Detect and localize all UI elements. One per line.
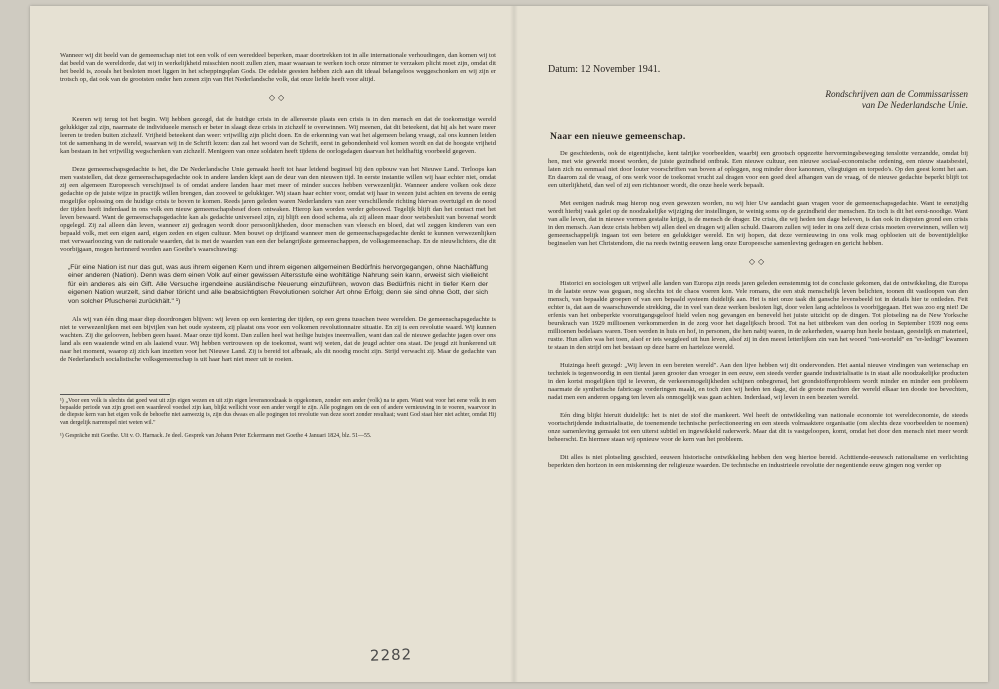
goethe-quote-text: „Für eine Nation ist nur das gut, was aus ihrem eigenen Kern und ihrem eigenen allgemeinen Bedürfnis hervorgegangen, ohne Nachäffung einer anderen (Nation). Denn was dem einen Volk auf einer gewissen Altersstufe eine wohltätige Nahrung sein kann, erweist sich vielleicht für ein anderes als ein Gift. Alle Versuche irgendeine ausländische Neuerung einzuführen, wovon das Bedürfnis nicht in tiefer Kern der eigenen Nation wurzelt, sind daher töricht und alle beabsichtigten Revolutionen solcher Art ohne Erfolg; denn sie sind ohne Gott, der sich von solcher Pfuscherei zurückhält." ¹) bbox=[68, 264, 488, 305]
right-paragraph-2: Met eenigen nadruk mag hierop nog even gewezen worden, nu wij hier Uw aandacht gaan vragen voor de gemeenschapsgedachte. Want te eenzijdig wordt hierbij vaak gelet op de noodzakelijke wijziging der instellingen, te weinig soms op de gezindheid der menschen. En toch is dit het eerst-noodige. Want van alle leven, dat in nieuwe vormen gestalte krijgt, is de mensch de drager. De crisis, die wij heden ten dage beleven, is dan ook in diepsten grond een crisis in den mensch. Aan deze crisis hebben wij allen deel en dragen wij allen schuld. Daarom zullen wij ieder in ons zelf deze crisis moeten overwinnen, willen wij gemeenschappelijk ingaan tot een betere en gelukkiger wereld. En wij hopen, dat deze vernieuwing in ons volk mag opbloeien uit de boventijdelijke beginselen van het Christendom, die na reeds twintig eeuwen lang onze Europeesche samenleving gedragen en gericht hebben. bbox=[548, 200, 968, 247]
document-sheet bbox=[30, 6, 988, 682]
footnotes bbox=[60, 398, 496, 440]
article-title: Naar een nieuwe gemeenschap. bbox=[550, 131, 686, 142]
left-page bbox=[60, 52, 496, 670]
diamond-ornament-icon: ◇◇ bbox=[748, 257, 768, 266]
right-page bbox=[548, 62, 968, 674]
diamond-ornament-icon: ◇◇ bbox=[268, 93, 288, 102]
left-paragraph-1: Wanneer wij dit beeld van de gemeenschap niet tot een volk of een wereddeel beperken, maar doortrekken tot in alle internationale verhoudingen, dan komen wij tot dat beeld van de wereldorde, dat wij in werkelijkheid misschien nooit zullen zien, maar waaraan te werken toch onze nimmer te verzaken plicht moet zijn, omdat dit het beeld is, zooals het besloten moet liggen in het scheppingsplan Gods. De edelste geesten hebben zich aan dit ideaal belangeloos weggeschonken en wij zijn er trotsch op, dat ook van de grootsten onder hen zonen zijn van Het Nederlandsche volk, dat onze liefde heeft voor altijd. bbox=[60, 52, 496, 83]
right-paragraph-4: Huizinga heeft gezegd: „Wij leven in een bereten wereld". Aan den lijve hebben wij dit ondervonden. Het aantal nieuwe vindingen van wetenschap en techniek is tegenwoordig in een tiental jaren grooter dan vroeger in een eeuw, een steeds verder gaande industrialisatie is in staat alle noodzakelijke producten in den kortst mogelijken tijd te leveren, de verkeersmogelijkheden schijnen onbegrensd, het grondstoffenprobleem wordt minder en minder een probleem naarmate de synthetische fabricage vorderingen maakt, en toch zien wij heden ten dage, dat de groote machten der wereld elkaar ten doode toe bevechten, nadat men een anderen opgang ten leven als onmogelijk was gaan achten. Inderdaad, wij leven in een bezeten wereld. bbox=[548, 362, 968, 401]
circular-heading-line-1: Rondschrijven aan de Commissarissen bbox=[825, 89, 968, 99]
handwritten-archive-number: 2282 bbox=[369, 645, 413, 665]
right-paragraph-5: Eén ding blijkt hieruit duidelijk: het is niet de stof die mankeert. Wel heeft de ontwikkeling van nationale economie tot wereldeconomie, de steeds voortschrijdende industrialisatie, de toenemende technische perfectioneering en een steeds volmaaktere organisatie (om slechts deze voorbeelden te noemen) onze samenleving gemaakt tot een uiterst subtiel en ingewikkeld raderwerk. Maar dat dit is vastgeloopen, komt, omdat het door den mensch niet meer wordt beheerscht. En hiermee staan wij opnieuw voor de kern van het probleem. bbox=[548, 412, 968, 443]
page-fold bbox=[510, 6, 518, 682]
left-paragraph-4: Als wij van één ding maar diep doordrongen blijven: wij leven op een kentering der tijden, op een grens tusschen twee werelden. De gemeenschapsgedachte is niet te verwezenlijken met een bijvijlen van het oude systeem, zij plaatst ons voor een volkomen revolutionnaire situatie. En zij is een revolutie waard. Wij kunnen wachten. Zij die gelooven, hebben geen haast. Maar onze tijd komt. Dan zullen heel wat heilige huisjes ineenvallen, want dan zal de nieuwe gedachte jagen over ons land als een waaiende wind en als laaiend vuur. Wij hebben vertrouwen op de toekomst, want wij weten, dat de jeugd achter ons staat. De jeugd zit hunkerend uit naar het moment, waarop zij zich kan inzetten voor het Nieuwe Land. Zij is bereid tot afbraak, als dit noodig mocht zijn. Strijd verwacht zij. Maar de gedachte van de Nederlandsch socialistische volksgemeenschap is uit haar hart niet meer uit te roeien. bbox=[60, 316, 496, 364]
right-paragraph-1: De geschiedenis, ook de eigentijdsche, kent talrijke voorbeelden, waarbij een grootsch opgezette hervormingsbeweging tenslotte verzandde, omdat bij hen, met wie gewerkt moest worden, de juiste gezindheid ontbrak. Een nieuwe cultuur, een nieuwe sociaal-economische ordening, een nieuw staatsbestel, laten zich nu eenmaal niet door louter voorschriften van boven af opleggen, nog minder door kanonnen, vliegtuigen en torpedo's. Op den geest komt het aan. En daarom zal de vraag, of ons werk voor de toekomst vrucht zal dragen voor een goed deel afhangen van de vraag, of de nieuwe gedachte beperkt blijft tot een uiterlijkheid, dan wel of zij een richtsnoer wordt, die onze heele werk bepaalt. bbox=[548, 150, 968, 189]
goethe-quote bbox=[60, 264, 496, 306]
document-date: Datum: 12 November 1941. bbox=[548, 64, 661, 75]
right-paragraph-3: Historici en sociologen uit vrijwel alle landen van Europa zijn reeds jaren geleden eenstemmig tot de conclusie gekomen, dat de ontwikkeling, die Europa in de laatste eeuw was gegaan, nog slechts tot de chaos voeren kon. Vele romans, die een stuk menschelijk leven belichten, toonen dit vastloopen van den mensch, van bepaalde groepen of van een bepaald systeem duidelijk aan. Het is niet onze taak dit gansche levensbeeld tot in details hier te ontleden. Feit echter is, dat aan de waarschuwende strekking, die in veel van deze werken besloten ligt, door velen lang achteloos is voorbijgegaan. Het was zoo erg niet! De erfenis van het onbeperkte vooruitgangsgeloof hield velen nog gevangen en beneveld het juiste uitzicht op de dingen. Tot plotseling na de New Yorksche beurskrach van 1929 millioenen verkommerden in de zorg voor het dagelijksch brood. Tot na het uitbreken van den oorlog in September 1939 nog eens millioenen bedelaars waren. Toen werden in huis en hof, in personen, die hen nabij waren, in de zekerheden, waarop hun heele bestaan, geestelijk en materieel, rustte. Hun allen was het toen, alsof er iets weggleed uit hun leven, alsof zij in den meest letterlijken zin van het woord "ont-worteld" en "er-lediigt" kwamen te staan in den strijd om het bestaan op deze barre en harteloze wereld. bbox=[548, 280, 968, 351]
circular-heading bbox=[548, 89, 968, 111]
footnote-1: ¹) „Voor een volk is slechts dat goed wat uit zijn eigen wezen en uit zijn eigen levensnoodzaak is opgekomen, zonder een ander (volk) na te apen. Want wat voor het eene volk in een bepaalde periode van zijn groei een waardevol voedsel zijn kan, blijkt wellicht voor een ander vergif te zijn. Alle pogingen om de een of andere vernieuwing in te voeren, waarvoor in de diepste kern van het eigen volk de behoefte niet aanwezig is, zijn dus dwaas en alle pogingen tot revolutie van deze soort zonder resultaat; want God staat hier niet achter, omdat Hij van dergelijk narrenspel niet weten wil." bbox=[60, 398, 496, 426]
circular-heading-line-2: van De Nederlandsche Unie. bbox=[861, 100, 968, 110]
left-paragraph-2: Keeren wij terug tot het begin. Wij hebben gezegd, dat de huidige crisis in de allereerste plaats een crisis is in den mensch en dat de toekomstige wereld gelukkiger zal zijn, naarmate de individueele mensch er beter in slaagt deze crisis in zichzelf te overwinnen. Wij meenen, dat dit beteekent, dat hij als het ware meer leeren te treden buiten zichzelf. Vrijheid beteekent dan weer: vrijwillig zijn plicht doen. En de erkenning van wat het algemeen belang vraagt, zal ons kunnen leiden tot de samenhang in de wereld, waarvan wij in de Schrift lezen: dan zal het woord van de Schrift, eerst in gebondenheid vol komen wordt en dat de hoogste vrijheid kan bestaan in het vrijwillig wegschenken van zichzelf. Menigeen van onze soldaten heeft tijdens de oorlogsdagen daarvan het heldhaftig voorbeeld gegeven. bbox=[60, 116, 496, 155]
footnote-2: ¹) Gespräche mit Goethe. Uit v. O. Harnack. Je deel. Gesprek van Johann Peter Eckermann met Goethe 4 Januari 1824, blz. 51—55. bbox=[60, 432, 372, 439]
footnote-rule bbox=[60, 394, 170, 395]
right-paragraph-6: Dit alles is niet plotseling geschied, eeuwen historische ontwikkeling hebben den weg hiertoe bereid. Achttiende-eeuwsch rationalisme en verlichting beperkten den horizon in een miskenning der religieuze waarden. De technische en industrieele revolutie der negentiende eeuw gingen nog verder op bbox=[548, 454, 968, 469]
left-paragraph-3: Deze gemeenschapsgedachte is het, die De Nederlandsche Unie gemaakt heeft tot haar leidend beginsel bij den opbouw van het Nieuwe Land. Terloops kan men vaststellen, dat deze gemeenschapsgedachte ook in andere landen klept aan de deur van den nieuwen tijd. In eerste instantie willen wij haar echter niet, omdat zij een algemeen Europeesch verschijnsel is of omdat andere landen haar met meer of minder succes hebben verwezenlijkt. Wanneer andere volken ook deze gedachte op de juiste wijze in practijk willen brengen, dan zooveel te gelukkiger. Wij staan haar echter voor, omdat wij haar in wezen juist achten en tevens de eenig mogelijke oplossing om de huidige crisis te boven te komen. Reeds jaren geleden waren Nederlanders van zeer verschillende richting hiervan overtuigd en de nood der tijden heeft inderdaad in ons volk een nieuw gemeenschapsbesef doen ontwaken. Hierop kan worden verder gebouwd. Tegelijk blijft dan het contact met het leven bewaard. Want de gemeenschapsgedachte kan als gedachte universeel zijn, zij blijft een dood schema, als zij alleen maar door wetsbesluit van bovenaf wordt opgelegd. Zij zal alleen dàn leven, wanneer zij gedragen wordt door persoonlijkheden, door menschen van vleesch en bloed, dat wil zeggen kinderen van een bepaald volk, met een eigen aard, eigen zeden en eigen cultuur. Men bouwt op drijfzand wanneer men de gemeenschapsgedachte denkt te kunnen verwezenlijken met verwaarloozing van de nationale waarden, dat is met de waarden van een der belangrijkste gemeenschappen, de volksgemeenschap. En de nieuwlichters, die dit voorbijgaan, mogen herinnerd worden aan Goethe's waarschuwing: bbox=[60, 166, 496, 253]
